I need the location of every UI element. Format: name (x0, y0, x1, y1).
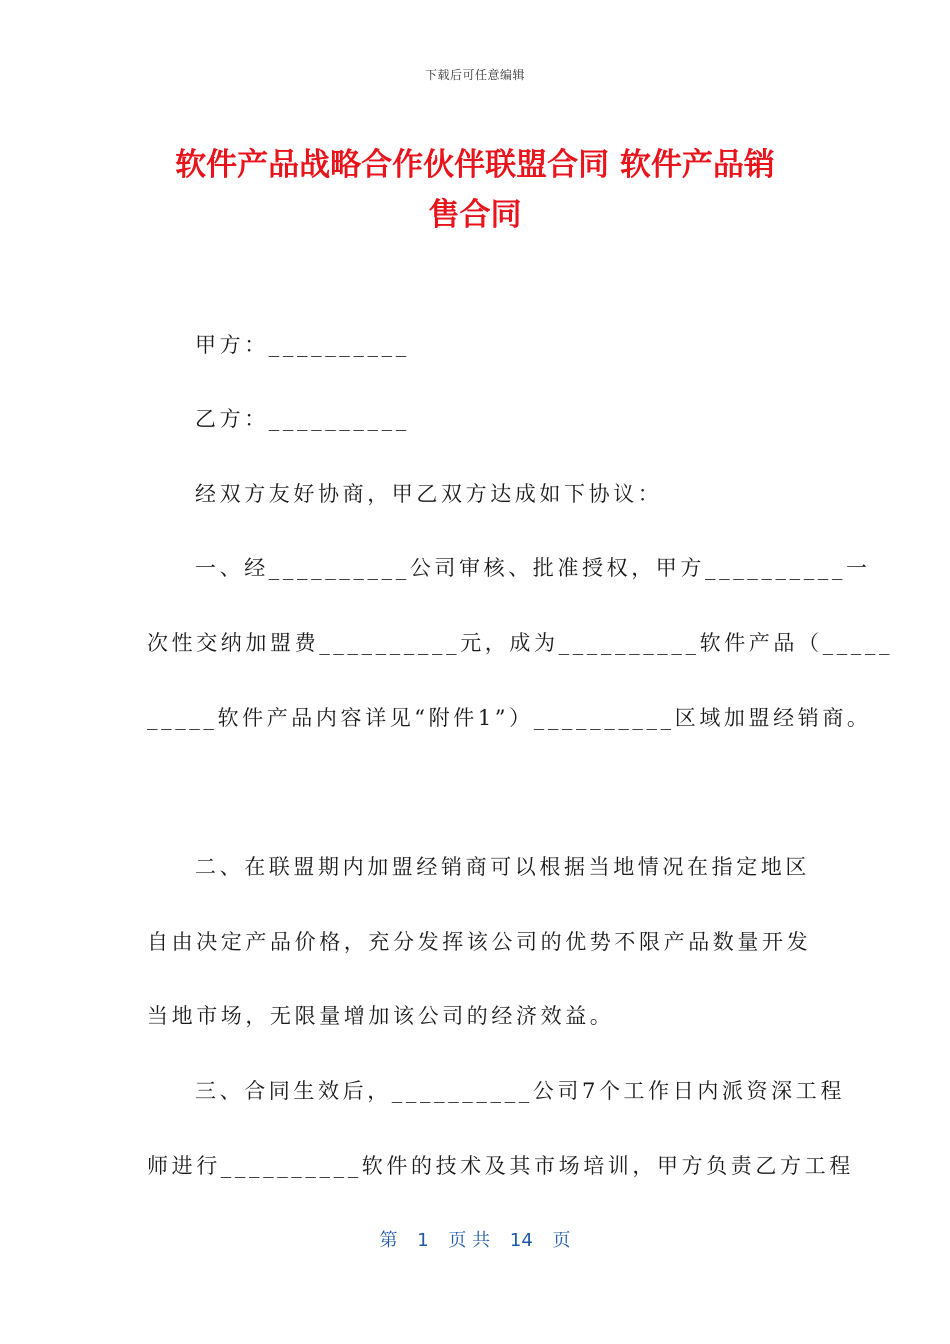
clause-2-line-2: 自由决定产品价格，充分发挥该公司的优势不限产品数量开发 (147, 930, 812, 954)
clause-1-line-2: 次性交纳加盟费__________元，成为__________软件产品（_____ (147, 631, 894, 655)
party-b-line: 乙方：__________ (195, 407, 410, 431)
party-a-line: 甲方：__________ (195, 333, 410, 357)
title-line-2: 售合同 (428, 197, 522, 233)
clause-1-line-3: _____软件产品内容详见“附件1”）__________区域加盟经销商。 (147, 706, 872, 730)
intro-line: 经双方友好协商，甲乙双方达成如下协议： (195, 482, 663, 506)
title-line-1: 软件产品战略合作伙伴联盟合同 软件产品销 (175, 147, 775, 183)
header-note: 下载后可任意编辑 (424, 68, 525, 82)
footer-label-di: 第 (379, 1230, 398, 1251)
clause-2-line-1: 二、在联盟期内加盟经销商可以根据当地情况在指定地区 (195, 855, 810, 879)
clause-1-line-1: 一、经__________公司审核、批准授权，甲方__________一 (195, 556, 871, 580)
clause-2-line-3: 当地市场，无限量增加该公司的经济效益。 (147, 1004, 615, 1028)
footer-page-number: 1 (417, 1230, 429, 1251)
footer-label-ye-gong: 页 共 (448, 1230, 491, 1251)
footer-label-ye: 页 (552, 1230, 571, 1251)
page-footer (0, 1226, 950, 1252)
clause-3-line-2: 师进行__________软件的技术及其市场培训，甲方负责乙方工程 (147, 1154, 854, 1178)
footer-total-pages: 14 (509, 1230, 533, 1251)
document-title (100, 140, 850, 240)
clause-3-line-1: 三、合同生效后，__________公司7个工作日内派资深工程 (195, 1079, 845, 1103)
